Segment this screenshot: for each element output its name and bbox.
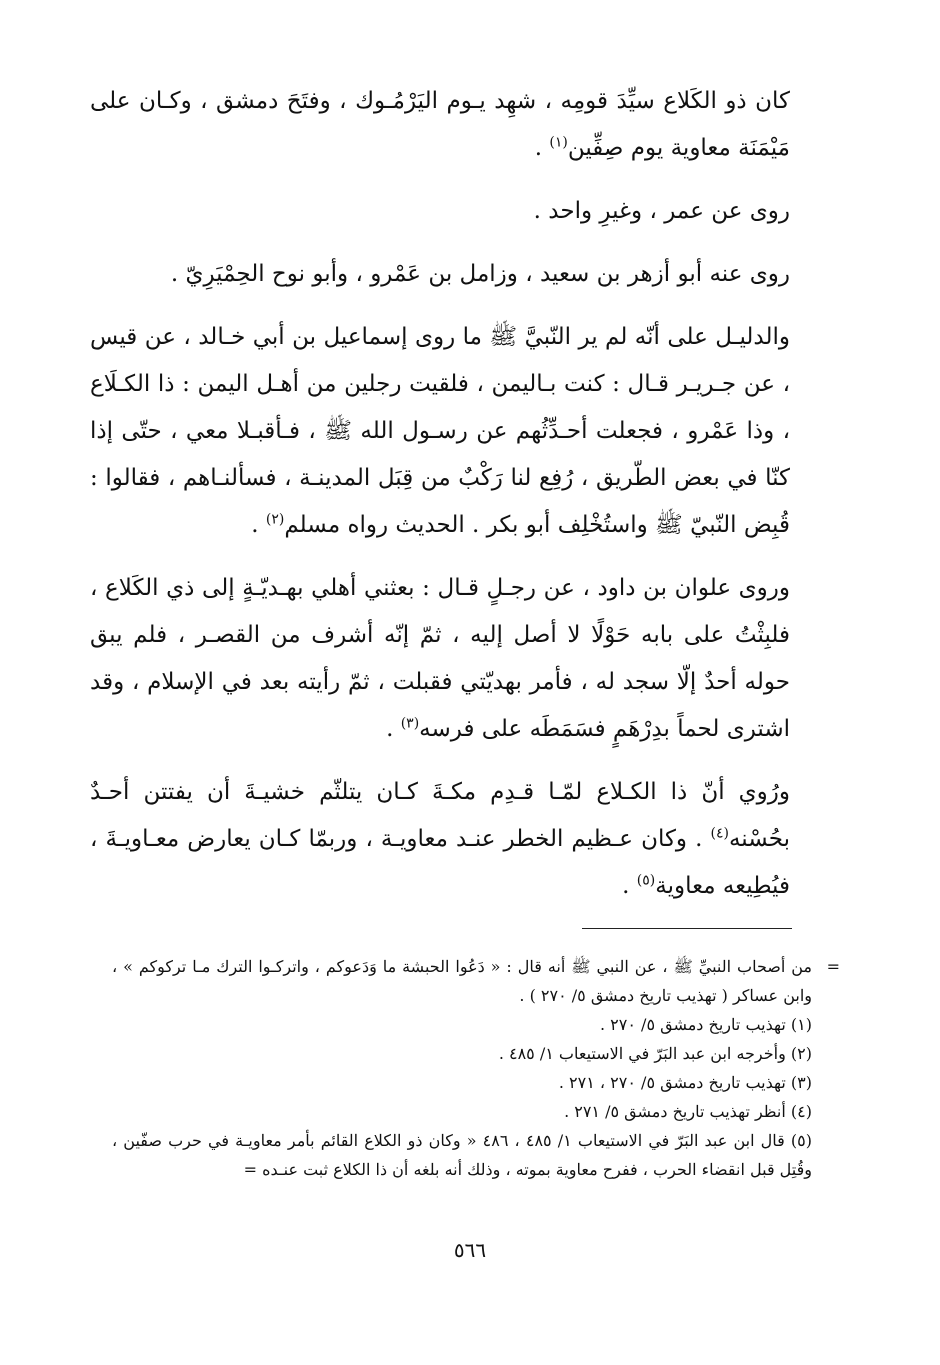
footnotes [112, 952, 840, 1184]
footnote-ref-5: (٥) [636, 872, 656, 889]
footnote-divider [582, 928, 792, 929]
paragraph-6: ورُوي أنّ ذا الكـلاع لمّـا قـدِم مكـةَ كـان يتلثّم خشيـةَ أن يفتتن أحـدٌ بحُسْنه$^{(٤)}$ . وكان عـظيم الخطر عنـد معاويـة ، وربمّا كـان يعارض معـاويـةَ ، فيُطِيعه معاوية$^{(٥)}$ . [90, 779, 790, 899]
main-text [90, 78, 790, 926]
footnote-1: (١) تهذيب تاريخ دمشق ٥/ ٢٧٠ . [600, 1015, 812, 1034]
paragraph-2: روى عن عمر ، وغيرِ واحد . [533, 198, 790, 224]
footnote-ref-2: (٢) [265, 511, 285, 528]
footnote-ref-1: (١) [549, 134, 568, 151]
footnote-5: (٥) قال ابن عبد البَرّ في الاستيعاب ١/ ٤٨٥ ، ٤٨٦ « وكان ذو الكلاع القائم بأمر معاويـة في حرب صفّين ، وقُتِل قبل انقضاء الحرب ، ففرح معاوية بموته ، وذلك أنه بلغه أن ذا الكلاع ثبت عنـده = [112, 1131, 813, 1179]
footnote-ref-4: (٤) [710, 825, 729, 842]
footnote-3: (٣) تهذيب تاريخ دمشق ٥/ ٢٧٠ ، ٢٧١ . [558, 1073, 812, 1092]
continuation-mark: = [826, 957, 840, 976]
paragraph-5: وروى علوان بن داود ، عن رجـلٍ قـال : بعثني أهلي بهـديّـةٍ إلى ذي الكَلاع ، فلبِثْتُ على بابه حَوْلًا لا أصل إليه ، ثمّ إنّه أشرف من القصـر ، فلم يبق حوله أحدٌ إلّا سجد له ، فأمر بهديّتي فقبلت ، ثمّ رأيته بعد في الإسلام ، وقد اشترى لحماً بدِرْهَمٍ فسَمَطَه على فرسه$^{(٣)}$ . [90, 575, 790, 742]
page-number: ٥٦٦ [453, 1238, 487, 1262]
paragraph-4: والدليـل على أنّه لم ير النّبيَّ ﷺ ما روى إسماعيل بن أبي خـالد ، عن قيس ، عن جـريـر قـال : كنت بـاليمن ، فلقيت رجلين من أهـل اليمن : ذا الكـلَاع ، وذا عَمْرو ، فجعلت أحـدِّثُهم عن رسـول الله ﷺ ، فـأقبـلا معي ، حتّى إذا كنّا في بعض الطّريق ، رُفِع لنا رَكْبٌ من قِبَل المدينـة ، فسألنـاهم ، فقالوا : قُبِض النّبيّ ﷺ واستُخْلِف أبو بكر . الحديث رواه مسلم$^{(٢)}$ . [90, 324, 790, 538]
footnote-continuation: = من أصحاب النبيِّ ﷺ ، عن النبي ﷺ أنه قال : « دَعُوا الحبشة ما وَدَعوكم ، واتركـوا الترك مـا تركوكم » ، وابن عساكر ( تهذيب تاريخ دمشق ٥/ ٢٧٠ ) . [112, 952, 812, 1010]
footnote-ref-3: (٣) [400, 715, 420, 732]
footnote-4: (٤) أنظر تهذيب تاريخ دمشق ٥/ ٢٧١ . [564, 1102, 812, 1121]
footnote-2: (٢) وأخرجه ابن عبد البَرّ في الاستيعاب ١/ ٤٨٥ . [498, 1044, 812, 1063]
paragraph-1: كان ذو الكَلاع سيِّدَ قومِه ، شهِد يـوم اليَرْمُـوك ، وفتَحَ دمشق ، وكـان على مَيْمَنَة معاوية يوم صِفِّين$^{(١)}$ . [90, 88, 790, 161]
paragraph-3: روى عنه أبو أزهر بن سعيد ، وزامل بن عَمْرو ، وأبو نوح الحِمْيَرِيّ . [170, 261, 790, 287]
